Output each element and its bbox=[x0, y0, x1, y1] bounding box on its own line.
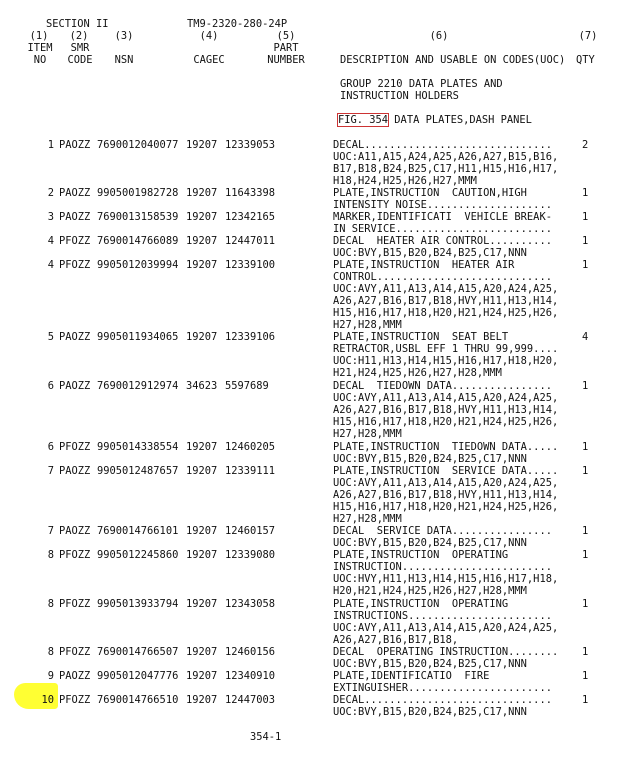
col-header-nsn: NSN bbox=[114, 54, 134, 66]
quantity: 1 bbox=[582, 670, 589, 682]
description-line: UOC:AVY,A11,A13,A14,A15,A20,A24,A25, bbox=[333, 622, 559, 634]
quantity: 1 bbox=[582, 465, 589, 477]
col-header-cagec: CAGEC bbox=[193, 54, 225, 66]
nsn: 9905013933794 bbox=[97, 598, 179, 610]
quantity: 1 bbox=[582, 694, 589, 706]
col-header-item-no: NO bbox=[33, 54, 47, 66]
item-number: 4 bbox=[47, 259, 54, 271]
part-number: 12339053 bbox=[225, 139, 276, 151]
item-number: 6 bbox=[47, 441, 54, 453]
description-line: UOC:BVY,B15,B20,B24,B25,C17,NNN bbox=[333, 658, 527, 670]
smr-code: PAOZZ bbox=[59, 380, 91, 392]
nsn: 7690014766101 bbox=[97, 525, 179, 537]
part-number: 12339100 bbox=[225, 259, 276, 271]
page-number: 354-1 bbox=[250, 731, 282, 743]
description-line: A26,A27,B16,B17,B18, bbox=[333, 634, 459, 646]
part-number: 11643398 bbox=[225, 187, 276, 199]
group-title-line2: INSTRUCTION HOLDERS bbox=[340, 90, 459, 102]
figure-link[interactable]: FIG. 354 bbox=[338, 114, 389, 126]
part-number: 12340910 bbox=[225, 670, 276, 682]
col-header-description: DESCRIPTION AND USABLE ON CODES(UOC) bbox=[340, 54, 566, 66]
description-line: H15,H16,H17,H18,H20,H21,H24,H25,H26, bbox=[333, 307, 559, 319]
smr-code: PFOZZ bbox=[59, 598, 91, 610]
nsn: 7690014766089 bbox=[97, 235, 179, 247]
cage-code: 19207 bbox=[186, 646, 218, 658]
item-number: 3 bbox=[47, 211, 54, 223]
nsn: 9905012487657 bbox=[97, 465, 179, 477]
description-line: H27,H28,MMM bbox=[333, 428, 402, 440]
smr-code: PFOZZ bbox=[59, 646, 91, 658]
quantity: 1 bbox=[582, 187, 589, 199]
description-line: UOC:H11,H13,H14,H15,H16,H17,H18,H20, bbox=[333, 355, 559, 367]
part-number: 12343058 bbox=[225, 598, 276, 610]
description-line: H27,H28,MMM bbox=[333, 513, 402, 525]
description-line: B17,B18,B24,B25,C17,H11,H15,H16,H17, bbox=[333, 163, 559, 175]
part-number: 12460157 bbox=[225, 525, 276, 537]
description-line: INTENSITY NOISE.................... bbox=[333, 199, 552, 211]
description-line: UOC:HVY,H11,H13,H14,H15,H16,H17,H18, bbox=[333, 573, 559, 585]
quantity: 1 bbox=[582, 598, 589, 610]
cage-code: 19207 bbox=[186, 259, 218, 271]
description-line: PLATE,INSTRUCTION CAUTION,HIGH bbox=[333, 187, 527, 199]
nsn: 7690012912974 bbox=[97, 380, 179, 392]
col-num-2: (2) bbox=[69, 30, 89, 42]
description-line: UOC:AVY,A11,A13,A14,A15,A20,A24,A25, bbox=[333, 477, 559, 489]
nsn: 7690014766510 bbox=[97, 694, 179, 706]
col-num-4: (4) bbox=[199, 30, 219, 42]
cage-code: 19207 bbox=[186, 331, 218, 343]
col-header-part-number: NUMBER bbox=[267, 54, 305, 66]
smr-code: PFOZZ bbox=[59, 259, 91, 271]
col-num-7: (7) bbox=[578, 30, 598, 42]
description-line: H18,H24,H25,H26,H27,MMM bbox=[333, 175, 477, 187]
part-number: 12339080 bbox=[225, 549, 276, 561]
description-line: DECAL OPERATING INSTRUCTION........ bbox=[333, 646, 559, 658]
description-line: EXTINGUISHER....................... bbox=[333, 682, 552, 694]
cage-code: 19207 bbox=[186, 465, 218, 477]
figure-title: DATA PLATES,DASH PANEL bbox=[388, 114, 532, 126]
nsn: 9905012245860 bbox=[97, 549, 179, 561]
smr-code: PAOZZ bbox=[59, 187, 91, 199]
smr-code: PAOZZ bbox=[59, 465, 91, 477]
col-header-smr: SMR bbox=[70, 42, 90, 54]
cage-code: 19207 bbox=[186, 139, 218, 151]
manual-number: TM9-2320-280-24P bbox=[187, 18, 288, 30]
item-number: 2 bbox=[47, 187, 54, 199]
quantity: 1 bbox=[582, 549, 589, 561]
description-line: IN SERVICE......................... bbox=[333, 223, 552, 235]
part-number: 12460205 bbox=[225, 441, 276, 453]
description-line: H15,H16,H17,H18,H20,H21,H24,H25,H26, bbox=[333, 416, 559, 428]
cage-code: 19207 bbox=[186, 441, 218, 453]
description-line: H27,H28,MMM bbox=[333, 319, 402, 331]
smr-code: PFOZZ bbox=[59, 441, 91, 453]
description-line: UOC:BVY,B15,B20,B24,B25,C17,NNN bbox=[333, 706, 527, 718]
description-line: PLATE,INSTRUCTION OPERATING bbox=[333, 549, 509, 561]
quantity: 1 bbox=[582, 525, 589, 537]
description-line: DECAL SERVICE DATA................ bbox=[333, 525, 552, 537]
smr-code: PAOZZ bbox=[59, 331, 91, 343]
quantity: 1 bbox=[582, 211, 589, 223]
item-number: 5 bbox=[47, 331, 54, 343]
part-number: 12447011 bbox=[225, 235, 276, 247]
part-number: 12460156 bbox=[225, 646, 276, 658]
nsn: 9905014338554 bbox=[97, 441, 179, 453]
description-line: UOC:A11,A15,A24,A25,A26,A27,B15,B16, bbox=[333, 151, 559, 163]
col-header-part: PART bbox=[273, 42, 299, 54]
cage-code: 19207 bbox=[186, 549, 218, 561]
part-number: 5597689 bbox=[225, 380, 269, 392]
description-line: RETRACTOR,USBL EFF 1 THRU 99,999.... bbox=[333, 343, 559, 355]
item-number: 7 bbox=[47, 465, 54, 477]
quantity: 1 bbox=[582, 380, 589, 392]
col-header-qty: QTY bbox=[576, 54, 595, 66]
description-line: CONTROL............................ bbox=[333, 271, 552, 283]
col-num-5: (5) bbox=[276, 30, 296, 42]
col-header-smr-code: CODE bbox=[67, 54, 93, 66]
quantity: 1 bbox=[582, 646, 589, 658]
col-num-3: (3) bbox=[114, 30, 134, 42]
item-number: 8 bbox=[47, 598, 54, 610]
col-num-1: (1) bbox=[29, 30, 49, 42]
nsn: 9905012039994 bbox=[97, 259, 179, 271]
description-line: H20,H21,H24,H25,H26,H27,H28,MMM bbox=[333, 585, 527, 597]
item-number: 8 bbox=[47, 646, 54, 658]
description-line: PLATE,INSTRUCTION SERVICE DATA..... bbox=[333, 465, 559, 477]
cage-code: 19207 bbox=[186, 525, 218, 537]
item-number: 6 bbox=[47, 380, 54, 392]
figure-heading bbox=[338, 114, 532, 126]
nsn: 9905001982728 bbox=[97, 187, 179, 199]
description-line: A26,A27,B16,B17,B18,HVY,H11,H13,H14, bbox=[333, 295, 559, 307]
cage-code: 19207 bbox=[186, 670, 218, 682]
description-line: UOC:BVY,B15,B20,B24,B25,C17,NNN bbox=[333, 247, 527, 259]
item-number: 10 bbox=[41, 694, 54, 706]
nsn: 7690012040077 bbox=[97, 139, 179, 151]
cage-code: 19207 bbox=[186, 598, 218, 610]
item-number: 7 bbox=[47, 525, 54, 537]
quantity: 1 bbox=[582, 235, 589, 247]
item-number: 1 bbox=[47, 139, 54, 151]
description-line: A26,A27,B16,B17,B18,HVY,H11,H13,H14, bbox=[333, 404, 559, 416]
description-line: DECAL.............................. bbox=[333, 139, 552, 151]
nsn: 9905011934065 bbox=[97, 331, 179, 343]
quantity: 4 bbox=[582, 331, 589, 343]
description-line: DECAL HEATER AIR CONTROL.......... bbox=[333, 235, 552, 247]
description-line: PLATE,IDENTIFICATIO FIRE bbox=[333, 670, 490, 682]
description-line: INSTRUCTIONS....................... bbox=[333, 610, 552, 622]
quantity: 2 bbox=[582, 139, 589, 151]
section-title: SECTION II bbox=[46, 18, 109, 30]
item-number: 8 bbox=[47, 549, 54, 561]
cage-code: 19207 bbox=[186, 235, 218, 247]
part-number: 12339111 bbox=[225, 465, 276, 477]
description-line: H21,H24,H25,H26,H27,H28,MMM bbox=[333, 367, 502, 379]
part-number: 12342165 bbox=[225, 211, 276, 223]
description-line: UOC:AVY,A11,A13,A14,A15,A20,A24,A25, bbox=[333, 283, 559, 295]
part-number: 12447003 bbox=[225, 694, 276, 706]
cage-code: 19207 bbox=[186, 694, 218, 706]
smr-code: PAOZZ bbox=[59, 211, 91, 223]
description-line: PLATE,INSTRUCTION OPERATING bbox=[333, 598, 509, 610]
col-num-6: (6) bbox=[429, 30, 449, 42]
nsn: 9905012047776 bbox=[97, 670, 179, 682]
quantity: 1 bbox=[582, 259, 589, 271]
smr-code: PAOZZ bbox=[59, 525, 91, 537]
item-number: 9 bbox=[47, 670, 54, 682]
description-line: DECAL.............................. bbox=[333, 694, 552, 706]
description-line: INSTRUCTION........................ bbox=[333, 561, 552, 573]
smr-code: PFOZZ bbox=[59, 549, 91, 561]
smr-code: PFOZZ bbox=[59, 235, 91, 247]
description-line: PLATE,INSTRUCTION SEAT BELT bbox=[333, 331, 509, 343]
description-line: H15,H16,H17,H18,H20,H21,H24,H25,H26, bbox=[333, 501, 559, 513]
nsn: 7690013158539 bbox=[97, 211, 179, 223]
cage-code: 19207 bbox=[186, 187, 218, 199]
description-line: UOC:AVY,A11,A13,A14,A15,A20,A24,A25, bbox=[333, 392, 559, 404]
group-title-line1: GROUP 2210 DATA PLATES AND bbox=[340, 78, 503, 90]
quantity: 1 bbox=[582, 441, 589, 453]
smr-code: PFOZZ bbox=[59, 694, 91, 706]
description-line: DECAL TIEDOWN DATA................ bbox=[333, 380, 552, 392]
description-line: A26,A27,B16,B17,B18,HVY,H11,H13,H14, bbox=[333, 489, 559, 501]
smr-code: PAOZZ bbox=[59, 139, 91, 151]
nsn: 7690014766507 bbox=[97, 646, 179, 658]
description-line: PLATE,INSTRUCTION TIEDOWN DATA..... bbox=[333, 441, 559, 453]
cage-code: 34623 bbox=[186, 380, 218, 392]
description-line: UOC:BVY,B15,B20,B24,B25,C17,NNN bbox=[333, 537, 527, 549]
description-line: UOC:BVY,B15,B20,B24,B25,C17,NNN bbox=[333, 453, 527, 465]
description-line: PLATE,INSTRUCTION HEATER AIR bbox=[333, 259, 515, 271]
description-line: MARKER,IDENTIFICATI VEHICLE BREAK- bbox=[333, 211, 552, 223]
part-number: 12339106 bbox=[225, 331, 276, 343]
item-number: 4 bbox=[47, 235, 54, 247]
smr-code: PAOZZ bbox=[59, 670, 91, 682]
cage-code: 19207 bbox=[186, 211, 218, 223]
col-header-item: ITEM bbox=[27, 42, 53, 54]
